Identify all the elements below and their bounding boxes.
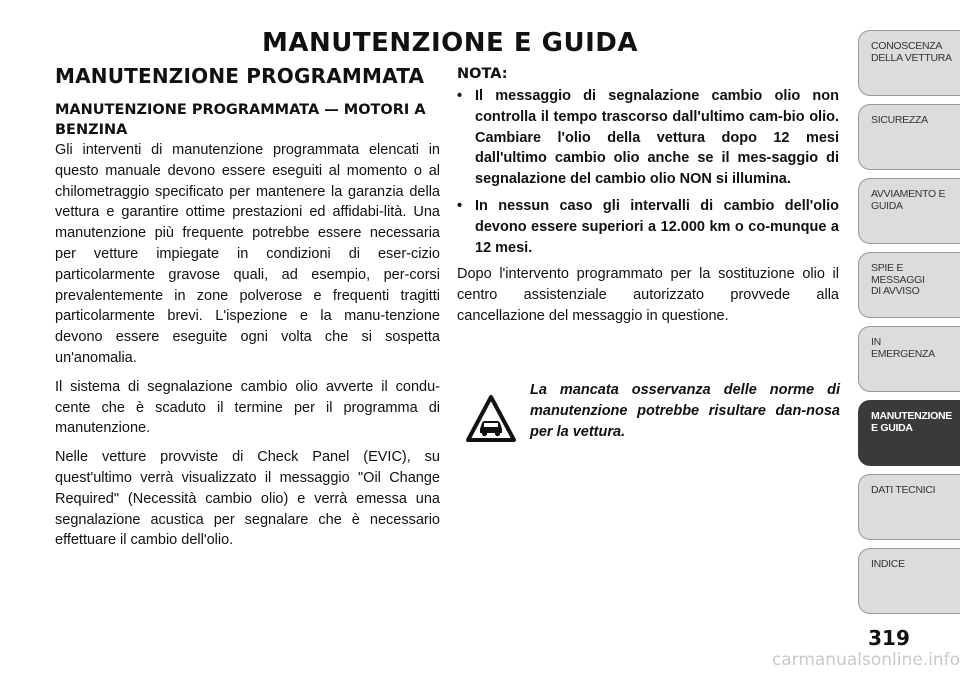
tab-manutenzione-guida[interactable]: MANUTENZIONE E GUIDA xyxy=(858,400,960,466)
paragraph-oil-system: Il sistema di segnalazione cambio olio avverte il condu-cente che è scaduto il termine per il programma di manutenzione. xyxy=(55,378,440,437)
tab-conoscenza-vettura[interactable]: CONOSCENZA DELLA VETTURA xyxy=(858,30,960,96)
note-list xyxy=(457,86,839,258)
note-item-text: Il messaggio di segnalazione cambio olio non controlla il tempo trascorso dall'ultimo cam-bio olio. Cambiare l'olio della vettura dopo 12 mesi dall'ultimo cambio olio anche se il mes-saggio di segnalazione del cambio olio NON si illumina. xyxy=(475,88,839,188)
right-column xyxy=(457,66,839,335)
tab-dati-tecnici[interactable]: DATI TECNICI xyxy=(858,474,960,540)
chapter-sidebar xyxy=(858,30,960,670)
tab-spie-messaggi[interactable]: SPIE E MESSAGGI DI AVVISO xyxy=(858,252,960,318)
watermark: carmanualsonline.info xyxy=(771,650,960,670)
warning-box xyxy=(465,380,840,460)
car-warning-triangle-icon xyxy=(465,394,517,444)
paragraph-evic: Nelle vetture provviste di Check Panel (EVIC), su quest'ultimo verrà visualizzato il messaggio "Oil Change Required" (Necessità cambio olio) e verrà emessa una segnalazione acustica per segnalare che è necessario effettuare il cambio dell'olio. xyxy=(55,449,440,549)
bullet-icon: • xyxy=(457,88,463,104)
note-label: NOTA: xyxy=(457,66,508,82)
left-column xyxy=(55,64,440,559)
paragraph-intro: Gli interventi di manutenzione programmata elencati in questo manuale devono essere eseguiti al momento o al chilometraggio specificato per mantenere la garanzia della vettura e garantire ottime prestazioni ed affidabi-lità. Una manutenzione più frequente potrebbe essere necessaria per vetture impiegate in condizioni di eser-cizio particolarmente gravose quali, ad esempio, per-corsi prevalentemente in zone polverose e frequenti tragitti particolarmente brevi. L'ispezione e la manu-tenzione devono essere eseguite ogni volta che si sospetta un'anomalia. xyxy=(55,142,440,366)
paragraph-service: Dopo l'intervento programmato per la sostituzione olio il centro assistenziale autorizzato provvede alla cancellazione del messaggio in questione. xyxy=(457,266,839,324)
note-item xyxy=(457,86,839,190)
note-item xyxy=(457,196,839,258)
tab-indice[interactable]: INDICE xyxy=(858,548,960,614)
note-item-text: In nessun caso gli intervalli di cambio dell'olio devono essere superiori a 12.000 km o co-munque a 12 mesi. xyxy=(475,197,839,256)
page-number: 319 xyxy=(868,626,910,650)
warning-text: La mancata osservanza delle norme di manutenzione potrebbe risultare dan-nosa per la vettura. xyxy=(530,382,840,440)
page-title: MANUTENZIONE E GUIDA xyxy=(262,28,638,58)
sub-title: MANUTENZIONE PROGRAMMATA — MOTORI A BENZINA xyxy=(55,102,426,138)
section-title: MANUTENZIONE PROGRAMMATA xyxy=(55,64,425,88)
tab-avviamento-guida[interactable]: AVVIAMENTO E GUIDA xyxy=(858,178,960,244)
tab-sicurezza[interactable]: SICUREZZA xyxy=(858,104,960,170)
bullet-icon: • xyxy=(457,197,463,214)
tab-in-emergenza[interactable]: IN EMERGENZA xyxy=(858,326,960,392)
